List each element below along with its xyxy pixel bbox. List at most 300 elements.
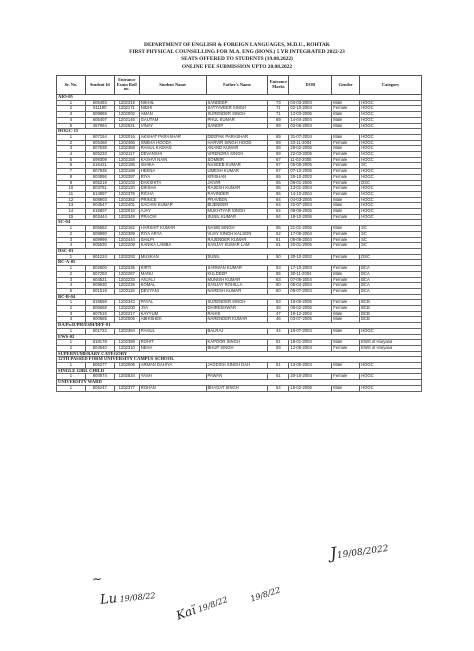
document-header	[0, 42, 474, 71]
table-cell: 604540	[85, 345, 114, 351]
table-cell: ABHISHEK	[139, 317, 206, 323]
table-cell: 1	[57, 328, 86, 334]
table-cell: Male	[332, 134, 360, 140]
table-cell: 44	[268, 328, 289, 334]
table-cell: 54	[268, 385, 289, 391]
table-cell: DAKSHITA	[139, 180, 206, 186]
table-cell: PRAVEEN	[206, 197, 268, 203]
section-title: DSC-03	[57, 248, 422, 254]
table-cell: SOMBIR	[206, 157, 268, 163]
table-cell: ROHIT	[139, 340, 206, 346]
table-header-row	[57, 76, 422, 95]
table-cell: SANJAY ROHILLA	[206, 283, 268, 289]
col-header: Father's Name	[206, 76, 268, 95]
table-cell: 608990	[85, 231, 114, 237]
table-cell: 67	[268, 169, 289, 175]
table-cell: 12	[57, 197, 86, 203]
section-title: BC-A-05	[57, 260, 422, 266]
table-cell: 2	[57, 271, 86, 277]
table-cell: 65	[268, 174, 289, 180]
table-cell: 1202103	[114, 180, 139, 186]
table-cell: 1	[57, 363, 86, 369]
table-cell: 1202010	[114, 209, 139, 215]
table-cell: 9	[57, 180, 86, 186]
table-cell: 5	[57, 288, 86, 294]
table-cell: 64	[268, 209, 289, 215]
table-cell: 457964	[85, 123, 114, 129]
table-cell: HARVIR SINGH HOOD	[206, 140, 268, 146]
table-cell: 6	[57, 163, 86, 169]
table-cell: 30-10-2002	[289, 254, 332, 260]
table-cell: SANDEEP	[206, 100, 268, 106]
table-cell: 60	[268, 283, 289, 289]
table-cell: Female	[332, 163, 360, 169]
signature-left-b: Kaï 19/8/22	[174, 595, 229, 623]
table-cell: 17-10-2003	[289, 266, 332, 272]
table-cell: RAHUL	[139, 328, 206, 334]
table-cell: HOGC	[360, 157, 422, 163]
header-line-3: SEATS OFFERED TO STUDENTS (19.08.2022)	[181, 56, 293, 63]
table-cell: Female	[332, 254, 360, 260]
table-cell: 1202117	[114, 152, 139, 158]
table-cell: 1202005	[114, 317, 139, 323]
table-cell: 608903	[85, 197, 114, 203]
signature-left-c: 19/8/22	[249, 585, 282, 604]
table-cell: PRACHI	[139, 214, 206, 220]
table-cell: HOGC	[360, 328, 422, 334]
table-cell: 05-04-2004	[289, 283, 332, 289]
table-cell: 599309	[85, 157, 114, 163]
table-cell: Male	[332, 203, 360, 209]
table-cell: Female	[332, 345, 360, 351]
table-cell: 609868	[85, 112, 114, 118]
table-cell: Male	[332, 363, 360, 369]
table-cell: 02-06-2004	[289, 123, 332, 129]
table-cell: Male	[332, 271, 360, 277]
table-cell: 1202352	[114, 197, 139, 203]
table-cell: 07-10-2005	[289, 169, 332, 175]
table-cell: BCA	[360, 266, 422, 272]
table-cell: DHIRESHWAR	[206, 306, 268, 312]
table-cell: SC	[360, 237, 422, 243]
section-title: SUPERNUMERARY CATEGORY	[57, 351, 422, 357]
table-cell: Male	[332, 146, 360, 152]
table-cell: 1202120	[114, 186, 139, 192]
table-cell: 13-05-2004	[289, 363, 332, 369]
table-cell: 60	[268, 288, 289, 294]
table-cell: 47	[268, 311, 289, 317]
table-cell: 600874	[85, 374, 114, 380]
table-cell: 61	[268, 340, 289, 346]
table-cell: 59	[268, 345, 289, 351]
table-cell: 07-06-2004	[289, 277, 332, 283]
table-cell: HOGC	[360, 385, 422, 391]
table-cell: 616421	[85, 163, 114, 169]
table-cell: NARESH KUMAR	[206, 288, 268, 294]
table-cell: EWS of Haryana	[360, 340, 422, 346]
table-cell: SANDIP	[206, 123, 268, 129]
table-cell: DEVANSHI	[139, 152, 206, 158]
table-cell: KRISHAN	[206, 174, 268, 180]
table-cell: 1202364	[114, 328, 139, 334]
table-cell: Female	[332, 374, 360, 380]
col-header: Category	[360, 76, 422, 95]
table-cell: BALRAJ	[206, 328, 268, 334]
table-body	[57, 95, 422, 392]
table-cell: 48	[268, 306, 289, 312]
table-cell: 600685	[85, 317, 114, 323]
table-cell: 15-07-2004	[289, 328, 332, 334]
table-cell: RIYA ARYA	[139, 231, 206, 237]
table-cell: 601224	[85, 254, 114, 260]
table-cell: Female	[332, 180, 360, 186]
table-cell: DEVYANI	[139, 288, 206, 294]
table-cell: 62	[268, 231, 289, 237]
table-cell: HOGC	[360, 209, 422, 215]
table-cell: KASHVI NAIN	[139, 157, 206, 163]
table-cell: MUKHTYAR SINGH	[206, 209, 268, 215]
table-cell: 603547	[85, 203, 114, 209]
table-cell: JYA	[139, 306, 206, 312]
table-cell: Female	[332, 266, 360, 272]
table-cell: 1202368	[114, 146, 139, 152]
table-cell: 1202466	[114, 140, 139, 146]
table-cell: 26-10-2003	[289, 174, 332, 180]
table-cell: 607515	[85, 311, 114, 317]
table-cell: 23-11-2004	[289, 140, 332, 146]
table-cell: NASIB SINGH	[206, 226, 268, 232]
table-cell: 607538	[85, 146, 114, 152]
table-cell: 69	[268, 123, 289, 129]
table-cell: BCA	[360, 283, 422, 289]
table-cell: KAYYUM	[139, 311, 206, 317]
table-cell: Male	[332, 317, 360, 323]
table-cell: 63	[268, 266, 289, 272]
table-cell: 4	[57, 117, 86, 123]
table-cell: 2	[57, 231, 86, 237]
table-cell: Female	[332, 140, 360, 146]
table-cell: 64	[268, 203, 289, 209]
table-cell: 8	[57, 174, 86, 180]
table-cell: 69	[268, 117, 289, 123]
table-cell: 67	[268, 163, 289, 169]
table-cell: Female	[332, 277, 360, 283]
table-cell: 1	[57, 300, 86, 306]
signature-right: J19/08/2022	[328, 543, 390, 563]
table-cell: Male	[332, 328, 360, 334]
table-cell: 1	[57, 340, 86, 346]
table-cell: 1202377	[114, 385, 139, 391]
table-cell: 12-03-2005	[289, 112, 332, 118]
table-cell: 22-07-2004	[289, 203, 332, 209]
table-cell: RAJENDER KUMAR	[206, 237, 268, 243]
table-cell: 614897	[85, 191, 114, 197]
table-cell: 46	[268, 317, 289, 323]
table-cell: 5	[57, 123, 86, 129]
table-cell: 09-09-2005	[289, 209, 332, 215]
table-cell: 605530	[85, 243, 114, 249]
table-cell: PHUL KUMAR	[206, 117, 268, 123]
table-cell: 1202200	[114, 306, 139, 312]
table-cell: 3	[57, 237, 86, 243]
col-header: Sr. No.	[57, 76, 86, 95]
header-line-2: FIRST PHYSICAL COUNSELLING FOR M.A. ENG (HONS.) 5 YR INTEGRATED 2022-23	[129, 49, 345, 56]
table-cell: DEEPAK PARASHAR	[206, 134, 268, 140]
table-cell: NEHA	[139, 345, 206, 351]
table-cell: 1202319	[114, 100, 139, 106]
table-cell: 1202118	[114, 288, 139, 294]
table-cell: Male	[332, 123, 360, 129]
col-header: Gender	[332, 76, 360, 95]
table-cell: RAJESH KUMAR	[206, 186, 268, 192]
table-cell: 63	[268, 277, 289, 283]
table-cell: KIRTI	[139, 266, 206, 272]
table-cell: Female	[332, 288, 360, 294]
table-cell: 69	[268, 140, 289, 146]
table-cell: 13	[57, 203, 86, 209]
table-cell: Male	[332, 340, 360, 346]
table-cell: 61	[268, 243, 289, 249]
table-cell: GAUTAM	[139, 117, 206, 123]
section-title: UNIVERSITY WARD	[57, 380, 422, 386]
section-title: EWS-02	[57, 334, 422, 340]
table-cell: NIKHIL	[139, 100, 206, 106]
table-cell: Female	[332, 214, 360, 220]
table-cell: HOGC	[360, 203, 422, 209]
table-cell: 1202267	[114, 271, 139, 277]
table-cell: Male	[332, 226, 360, 232]
col-header: Student Name	[139, 76, 206, 95]
table-cell: 12-06-2004	[289, 345, 332, 351]
table-cell: PRINCE	[139, 197, 206, 203]
table-cell: Male	[332, 311, 360, 317]
table-cell: 15-02-2006	[289, 385, 332, 391]
table-cell: 15	[57, 214, 86, 220]
table-cell: HOGC	[360, 169, 422, 175]
section-title: SINGLE GIRL CHILD	[57, 368, 422, 374]
table-cell: 1202162	[114, 226, 139, 232]
table-cell: VIRENDRA SINGH	[206, 152, 268, 158]
table-cell: 1202349	[114, 214, 139, 220]
table-cell: RAVINDER	[206, 191, 268, 197]
table-cell: BIJENDER	[206, 203, 268, 209]
signature-scribble: ~	[91, 571, 103, 587]
table-cell: HOGC	[360, 214, 422, 220]
table-cell: KULDEEP	[206, 271, 268, 277]
table-cell: 603956	[85, 174, 114, 180]
table-cell: 2	[57, 140, 86, 146]
section-title: DA/PwD/PH/ESM/DFF-01	[57, 323, 422, 329]
table-cell: 3	[57, 146, 86, 152]
table-cell: KAPOOR SINGH	[206, 340, 268, 346]
table-cell: 50	[268, 254, 289, 260]
table-cell: 606277	[85, 363, 114, 369]
table-cell: 1202389	[114, 231, 139, 237]
table-cell: BCA	[360, 271, 422, 277]
table-cell: 1	[57, 374, 86, 380]
table-cell: 30-11-2004	[289, 271, 332, 277]
table-cell: 1202444	[114, 237, 139, 243]
table-cell: 1202534	[114, 374, 139, 380]
table-cell: 601722	[85, 328, 114, 334]
table-cell: 05-06-2005	[289, 163, 332, 169]
section-title: BC-B-04	[57, 294, 422, 300]
table-cell: 11-02-2005	[289, 157, 332, 163]
table-cell: Male	[332, 197, 360, 203]
table-cell: 71	[268, 106, 289, 112]
table-cell: 1	[57, 100, 86, 106]
table-cell: 20-01-2005	[289, 243, 332, 249]
table-cell: 1202401	[114, 203, 139, 209]
table-cell: 1202399	[114, 340, 139, 346]
table-cell: 1	[57, 134, 86, 140]
table-cell: 601518	[85, 288, 114, 294]
table-cell: 04-03-2005	[289, 197, 332, 203]
table-cell: PAYAL	[139, 300, 206, 306]
table-cell: SUNIL KUMAR	[206, 214, 268, 220]
table-cell: 1202226	[114, 283, 139, 289]
table-cell: 13-01-2004	[289, 186, 332, 192]
table-cell: HOGC	[360, 363, 422, 369]
table-cell: 1202310	[114, 345, 139, 351]
col-header: Student Id	[85, 76, 114, 95]
table-cell: JAIVIR	[206, 180, 268, 186]
table-cell: 16-06-2005	[289, 300, 332, 306]
table-cell: 65	[268, 226, 289, 232]
header-line-4: ONLINE FEE SUBMISSION UPTO 20.08.2022	[181, 63, 293, 70]
table-cell: MUSKAN	[139, 254, 206, 260]
table-cell: 1202397	[114, 174, 139, 180]
table-cell: 4	[57, 317, 86, 323]
table-cell: 02-10-2004	[289, 106, 332, 112]
table-cell: 1202171	[114, 106, 139, 112]
table-cell: 31-07-2004	[289, 134, 332, 140]
table-row	[57, 385, 422, 391]
table-cell: RIYA	[139, 174, 206, 180]
table-cell: 14-10-2004	[289, 191, 332, 197]
table-cell: 4	[57, 243, 86, 249]
table-cell: 607293	[85, 271, 114, 277]
table-cell: 14-04-2004	[289, 117, 332, 123]
table-cell: 51	[268, 363, 289, 369]
table-cell: 69	[268, 152, 289, 158]
col-header: DOB	[289, 76, 332, 95]
table-cell: SATYAVEER SINGH	[206, 106, 268, 112]
table-cell: 14	[57, 209, 86, 215]
section-title: AIO-05	[57, 95, 422, 101]
table-cell: NIDHI	[139, 106, 206, 112]
table-cell: 603444	[85, 214, 114, 220]
table-cell: Female	[332, 169, 360, 175]
table-cell: 73	[268, 100, 289, 106]
table-cell: 2	[57, 306, 86, 312]
table-cell: SC	[360, 163, 422, 169]
table-cell: 61	[268, 374, 289, 380]
table-cell: Female	[332, 106, 360, 112]
table-cell: ARMAN DAHIYA	[139, 363, 206, 369]
table-cell: 64	[268, 214, 289, 220]
table-cell: 1202343	[114, 300, 139, 306]
table-cell: Female	[332, 174, 360, 180]
table-cell: BCB	[360, 311, 422, 317]
table-cell: ROHAN	[139, 385, 206, 391]
table-cell: 605493	[85, 100, 114, 106]
table-cell: 4	[57, 152, 86, 158]
table-cell: HOGC	[360, 106, 422, 112]
table-cell: 1202016	[114, 134, 139, 140]
table-cell: 1202233	[114, 277, 139, 283]
table-cell: 21-01-2005	[289, 226, 332, 232]
table-cell: 7	[57, 169, 86, 175]
table-cell: PAWAN	[206, 374, 268, 380]
table-cell: 65	[268, 180, 289, 186]
table-cell: RAHIS	[206, 311, 268, 317]
table-cell: 607935	[85, 169, 114, 175]
table-cell: 2	[57, 106, 86, 112]
table-cell: BCB	[360, 317, 422, 323]
table-cell: 18-10-2006	[289, 214, 332, 220]
table-cell: NASEEB KUMAR	[206, 163, 268, 169]
table-cell: 5	[57, 157, 86, 163]
table-cell: YASH	[139, 374, 206, 380]
table-cell: 605233	[85, 152, 114, 158]
table-cell: 1202376	[114, 191, 139, 197]
table-cell: SUNIL	[206, 254, 268, 260]
table-cell: HOGC	[360, 117, 422, 123]
table-cell: 1202209	[114, 243, 139, 249]
table-cell: 28-02-2005	[289, 146, 332, 152]
table-cell: HOGC	[360, 152, 422, 158]
table-cell: Male	[332, 385, 360, 391]
table-cell: Female	[332, 283, 360, 289]
table-cell: RAHUL KADIAN	[139, 146, 206, 152]
table-cell: 1	[57, 266, 86, 272]
signature-left-a: Lu 19/08/22	[99, 591, 156, 608]
table-cell: 605407	[85, 117, 114, 123]
header-line-1: DEPARTMENT OF ENGLISH & FOREIGN LANGUAGES, M.D.U., ROHTAK	[144, 42, 330, 48]
table-cell: DIKSHA	[139, 186, 206, 192]
table-cell: 06-01-2006	[289, 180, 332, 186]
table-cell: BHUP SINGH	[206, 345, 268, 351]
table-cell: 61	[268, 237, 289, 243]
table-cell: 65	[268, 186, 289, 192]
table-cell: AKSHAT PARASHAR	[139, 134, 206, 140]
table-cell: 1202168	[114, 169, 139, 175]
table-cell: KANIKA LAMBA	[139, 243, 206, 249]
table-cell: 20-10-2004	[289, 374, 332, 380]
table-cell: HOGC	[360, 100, 422, 106]
table-cell: Female	[332, 157, 360, 163]
table-cell: 65	[268, 191, 289, 197]
table-cell: Male	[332, 117, 360, 123]
table-cell: 605247	[85, 385, 114, 391]
table-cell: 67	[268, 157, 289, 163]
table-cell: 71	[268, 112, 289, 118]
table-cell: 602600	[85, 266, 114, 272]
table-cell: ANAND KUMAR	[206, 146, 268, 152]
table-cell: 606658	[85, 306, 114, 312]
table-cell: SANJAY KUMAR LAM	[206, 243, 268, 249]
table-cell: HOGC	[360, 112, 422, 118]
table-cell: 618558	[85, 300, 114, 306]
table-cell: BCA	[360, 277, 422, 283]
table-cell: HOGC	[360, 140, 422, 146]
table-cell: Female	[332, 306, 360, 312]
col-header: Entrance Marks	[268, 76, 289, 95]
table-cell: 603751	[85, 186, 114, 192]
table-cell: 04-03-2004	[289, 100, 332, 106]
table-cell: 17-09-2004	[289, 231, 332, 237]
